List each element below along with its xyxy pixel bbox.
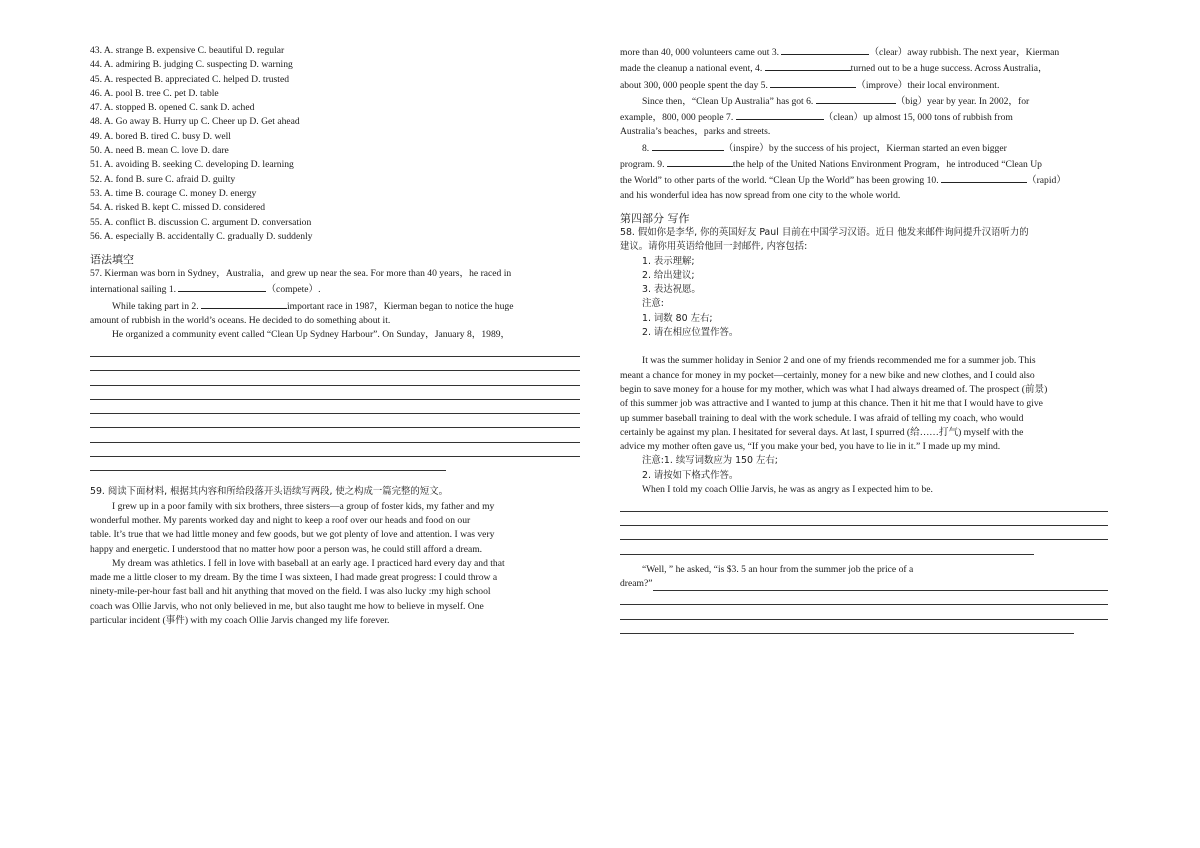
blank-8[interactable]: [652, 140, 724, 151]
mc-item: 53. A. time B. courage C. money D. energy: [90, 187, 257, 199]
passage-line: My dream was athletics. I fell in love with baseball at an early age. I practiced hard every day and that: [112, 557, 505, 569]
q57-line: amount of rubbish in the world’s oceans. He decided to do something about it.: [90, 315, 391, 327]
passage-line: Since then，“Clean Up Australia” has got 6. （big）year by year. In 2002，for: [620, 93, 1108, 109]
right-column: [620, 44, 1108, 634]
mc-item: 44. A. admiring B. judging C. suspecting D. warning: [90, 59, 293, 71]
mc-item: 45. A. respected B. appreciated C. helped D. trusted: [90, 73, 290, 85]
passage-line: made me a little closer to my dream. By the time I was sixteen, I had made great progress: I could throw a: [90, 572, 498, 584]
answer-line[interactable]: [90, 400, 580, 414]
passage-line: ninety-mile-per-hour fast ball and hit anything that moved on the field. I was also lucky :my high school: [90, 586, 491, 598]
mc-item: 49. A. bored B. tired C. busy D. well: [90, 130, 231, 142]
answer-lines-57[interactable]: [90, 343, 580, 472]
blank-7[interactable]: [736, 109, 824, 120]
story-note: 2. 请按如下格式作答。: [642, 469, 739, 481]
mc-item: 47. A. stopped B. opened C. sank D. ached: [90, 102, 255, 114]
mc-item: 51. A. avoiding B. seeking C. developing D. learning: [90, 159, 294, 171]
q57-line: international sailing 1. （compete）.: [90, 281, 580, 297]
mc-item: 52. A. fond B. sure C. afraid D. guilty: [90, 173, 236, 185]
story-passage: [620, 354, 1108, 454]
passage-line: Australia’s beaches，parks and streets.: [620, 126, 771, 138]
mc-item: 48. A. Go away B. Hurry up C. Cheer up D. Get ahead: [90, 116, 300, 128]
story-note: 注意:1. 续写词数应为 150 左右;: [642, 455, 778, 467]
blank-4[interactable]: [765, 60, 851, 71]
paragraph-start-1: When I told my coach Ollie Jarvis, he was as angry as I expected him to be.: [642, 484, 933, 496]
q59-passage: [90, 500, 580, 629]
passage-line: begin to save money for a house for my mother, which was what I had always dreamed of. The prospect (前景): [620, 383, 1048, 395]
writing-heading: 第四部分 写作: [620, 211, 690, 225]
passage-line: wonderful mother. My parents worked day and night to keep a roof over our heads and food on our: [90, 514, 471, 526]
mc-item: 43. A. strange B. expensive C. beautiful D. regular: [90, 45, 285, 56]
mc-item: 54. A. risked B. kept C. missed D. considered: [90, 202, 266, 214]
answer-line[interactable]: [90, 343, 580, 357]
passage-line: advice my mother often gave us, “If you make your bed, you have to lie in it.” I made up my mind.: [620, 441, 1001, 453]
passage-line: It was the summer holiday in Senior 2 and one of my friends recommended me for a summer job. This: [642, 355, 1036, 367]
answer-line[interactable]: [90, 386, 580, 400]
passage-line: meant a chance for money in my pocket—certainly, money for a new bike and new clothes, and I could also: [620, 369, 1035, 381]
answer-line[interactable]: [620, 605, 1108, 619]
passage-line: of this summer job was attractive and I wanted to jump at this chance. Then it hit me that I would have to give: [620, 398, 1043, 410]
q58-item: 3. 表达祝愿。: [642, 284, 701, 296]
blank-1[interactable]: [178, 281, 266, 292]
q58-item: 2. 给出建议;: [642, 269, 695, 281]
q58-note: 2. 请在相应位置作答。: [642, 327, 739, 339]
passage-line: the World” to other parts of the world. “Clean Up the World” has been growing 10. （rapid）: [620, 172, 1108, 188]
answer-line[interactable]: [90, 414, 580, 428]
answer-line[interactable]: [620, 512, 1108, 526]
blank-3[interactable]: [781, 44, 869, 55]
answer-line[interactable]: [90, 428, 580, 442]
answer-lines-59a[interactable]: [620, 497, 1108, 554]
passage-line: table. It’s true that we had little money and few goods, but we got plenty of love and attention. I was very: [90, 529, 495, 541]
left-column: [90, 44, 580, 628]
grammar-heading: 语法填空: [90, 253, 134, 267]
mc-item: 46. A. pool B. tree C. pet D. table: [90, 87, 219, 99]
blank-10[interactable]: [941, 172, 1027, 183]
paragraph-start-2: “Well, ” he asked, “is $3. 5 an hour from the summer job the price of a: [642, 563, 914, 575]
passage-line: coach was Ollie Jarvis, who not only believed in me, but also taught me how to believe in myself. One: [90, 600, 484, 612]
answer-line[interactable]: [90, 457, 446, 471]
q58-prompt: 建议。请你用英语给他回一封邮件, 内容包括:: [620, 241, 808, 253]
passage-line: made the cleanup a national event, 4. turned out to be a huge success. Across Australia，: [620, 60, 1108, 76]
passage-line: certainly be against my plan. I hesitated for several days. At last, I spurred (给……打气) myself with the: [620, 426, 1024, 438]
passage-line: I grew up in a poor family with six brothers, three sisters—a group of foster kids, my father and my: [112, 500, 495, 512]
passage-line: 8. （inspire）by the success of his project，Kierman started an even bigger: [620, 140, 1108, 156]
passage-line: happy and energetic. I understood that no matter how poor a person was, he could still afford a dream.: [90, 543, 483, 555]
passage-line: up summer baseball training to deal with the work schedule. I was afraid of telling my coach, who would: [620, 412, 1024, 424]
answer-line[interactable]: [620, 620, 1074, 634]
q57-line: He organized a community event called “Clean Up Sydney Harbour”. On Sunday，January 8，1989，: [112, 329, 511, 341]
answer-line[interactable]: [90, 443, 580, 457]
q58-note: 1. 词数 80 左右;: [642, 312, 713, 324]
q58-item: 1. 表示理解;: [642, 255, 695, 267]
mc-item: 56. A. especially B. accidentally C. gradually D. suddenly: [90, 230, 313, 242]
mc-item: 55. A. conflict B. discussion C. argument D. conversation: [90, 216, 312, 228]
blank-5[interactable]: [770, 77, 856, 88]
passage-line: more than 40, 000 volunteers came out 3. （clear）away rubbish. The next year，Kierman: [620, 44, 1108, 60]
multiple-choice-list: [90, 44, 580, 244]
q59-heading: 59. 阅读下面材料, 根据其内容和所给段落开头语续写两段, 使之构成一篇完整的短文。: [90, 486, 448, 498]
q57-line: While taking part in 2. important race in 1987，Kierman began to notice the huge: [90, 298, 580, 314]
passage-line: particular incident (事件) with my coach Ollie Jarvis changed my life forever.: [90, 614, 390, 626]
passage-line: program. 9. the help of the United Nations Environment Program，he introduced “Clean Up: [620, 156, 1108, 172]
answer-line[interactable]: [90, 357, 580, 371]
q58-prompt: 58. 假如你是李华, 你的英国好友 Paul 目前在中国学习汉语。近日 他发来邮件询问提升汉语听力的: [620, 226, 1029, 238]
q57-line: 57. Kierman was born in Sydney，Australia，and grew up near the sea. For more than 40 years，he raced in: [90, 268, 512, 280]
passage-line: and his wonderful idea has now spread from one city to the whole world.: [620, 189, 901, 201]
blank-9[interactable]: [667, 156, 733, 167]
answer-line[interactable]: [620, 497, 1108, 511]
blank-2[interactable]: [201, 298, 287, 309]
q58-note-label: 注意:: [642, 298, 664, 310]
passage-line: about 300, 000 people spent the day 5. （improve）their local environment.: [620, 77, 1108, 93]
blank-6[interactable]: [816, 93, 896, 104]
answer-line[interactable]: [90, 371, 580, 385]
answer-line[interactable]: [620, 591, 1108, 605]
answer-line[interactable]: [620, 540, 1034, 554]
passage-line: example，800, 000 people 7. （clean）up almost 15, 000 tons of rubbish from: [620, 109, 1108, 125]
paragraph-start-2-line[interactable]: dream?”: [620, 577, 1108, 591]
answer-line[interactable]: [620, 526, 1108, 540]
mc-item: 50. A. need B. mean C. love D. dare: [90, 145, 229, 157]
